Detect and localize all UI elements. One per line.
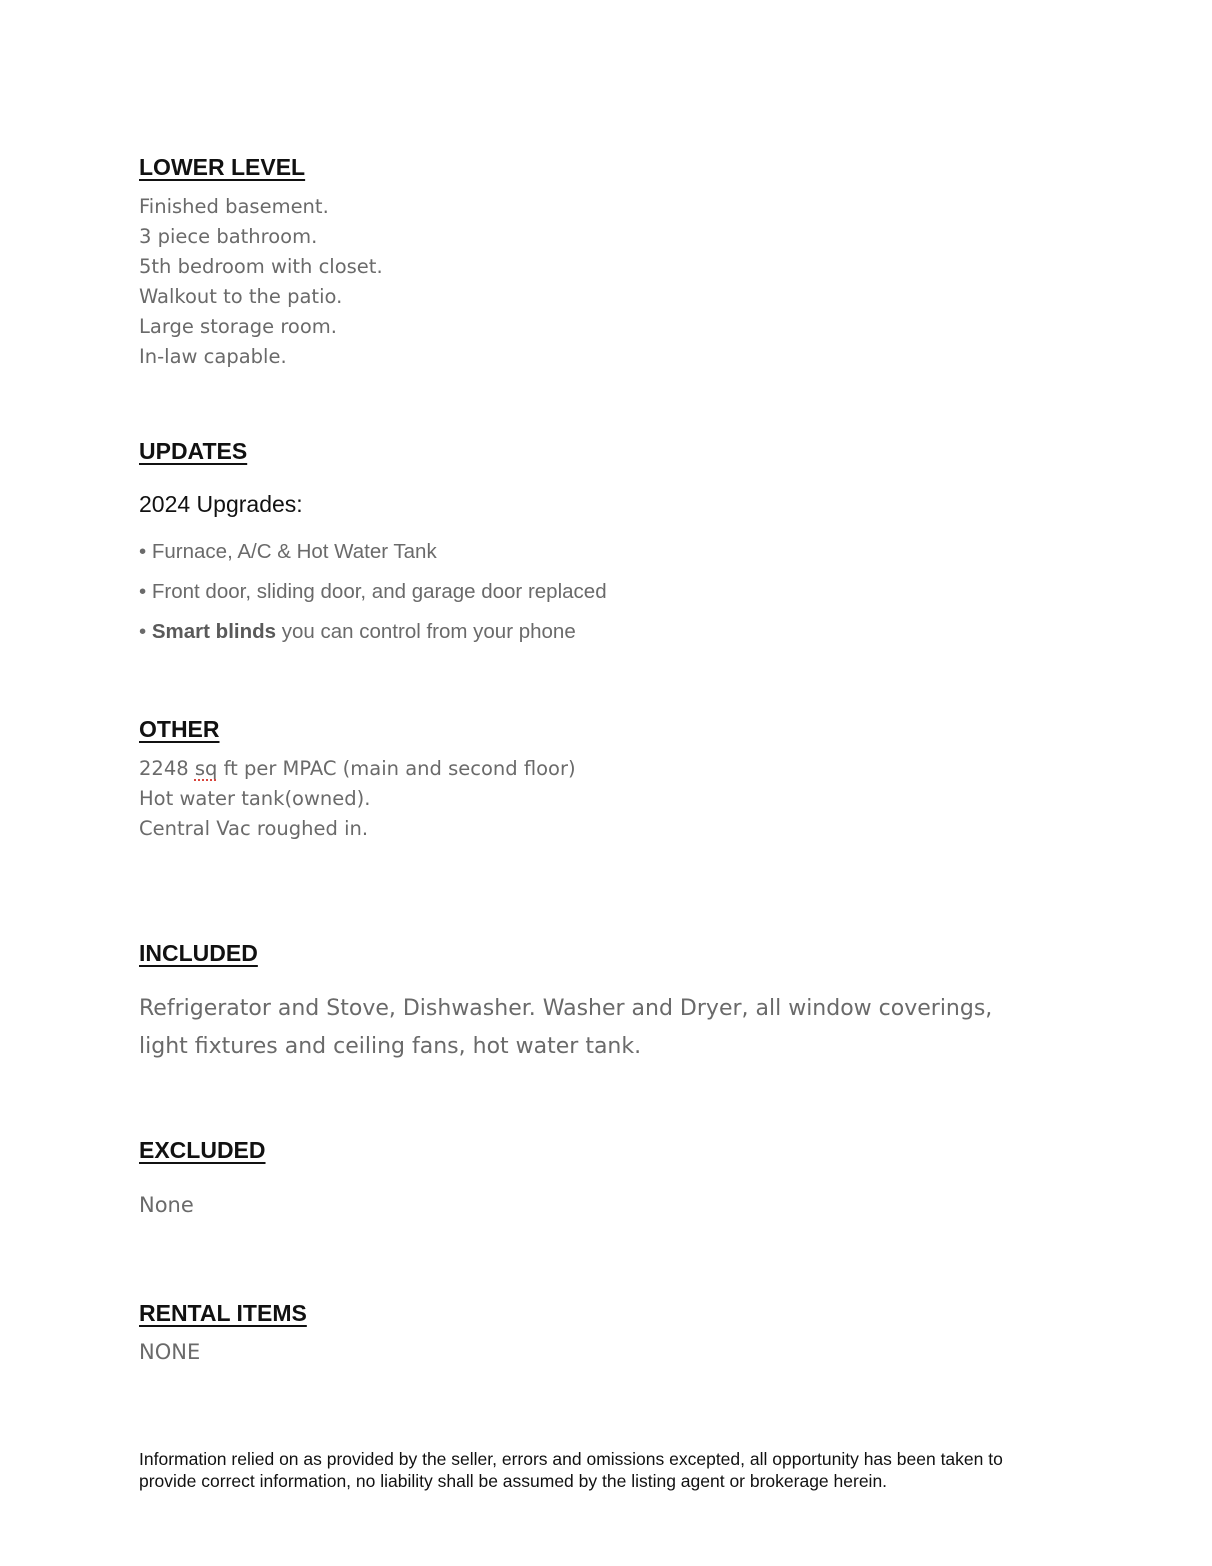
- list-item: Large storage room.: [139, 315, 337, 338]
- bullet-bold-text: Smart blinds: [151, 620, 277, 643]
- list-item: 3 piece bathroom.: [139, 225, 318, 248]
- text-segment: ft per MPAC (main and second floor): [217, 757, 576, 780]
- updates-bullet-list: [139, 532, 607, 652]
- rental-items-text: NONE: [139, 1340, 201, 1364]
- updates-subheading: 2024 Upgrades:: [139, 491, 303, 517]
- other-heading: OTHER: [139, 716, 220, 742]
- bullet-rest-text: you can control from your phone: [276, 620, 576, 643]
- lower-level-list: [139, 192, 383, 372]
- disclaimer-text: Information relied on as provided by the seller, errors and omissions excepted, all opportunity has been taken to provide correct information, no liability shall be assumed by the listing agent or brokerage herein.: [139, 1449, 1003, 1491]
- list-item: In-law capable.: [139, 345, 287, 368]
- updates-heading: UPDATES: [139, 438, 248, 464]
- lower-level-heading: LOWER LEVEL: [139, 154, 306, 180]
- rental-items-heading: RENTAL ITEMS: [139, 1300, 307, 1326]
- list-item: [139, 754, 576, 784]
- bullet-item: • Front door, sliding door, and garage door replaced: [139, 580, 607, 603]
- other-list: [139, 754, 576, 844]
- list-item: Central Vac roughed in.: [139, 817, 369, 840]
- excluded-text: None: [139, 1193, 194, 1217]
- bullet-prefix: •: [139, 620, 152, 643]
- included-text: Refrigerator and Stove, Dishwasher. Washer and Dryer, all window coverings, light fixtures and ceiling fans, hot water tank.: [139, 996, 993, 1059]
- list-item: 5th bedroom with closet.: [139, 255, 383, 278]
- list-item: Walkout to the patio.: [139, 285, 343, 308]
- spellcheck-flagged-word[interactable]: sq: [194, 757, 218, 780]
- text-segment: 2248: [139, 757, 195, 780]
- bullet-item: [139, 612, 607, 652]
- list-item: Hot water tank(owned).: [139, 787, 371, 810]
- list-item: Finished basement.: [139, 195, 329, 218]
- bullet-item: • Furnace, A/C & Hot Water Tank: [139, 540, 437, 563]
- included-heading: INCLUDED: [139, 940, 258, 966]
- excluded-heading: EXCLUDED: [139, 1137, 266, 1163]
